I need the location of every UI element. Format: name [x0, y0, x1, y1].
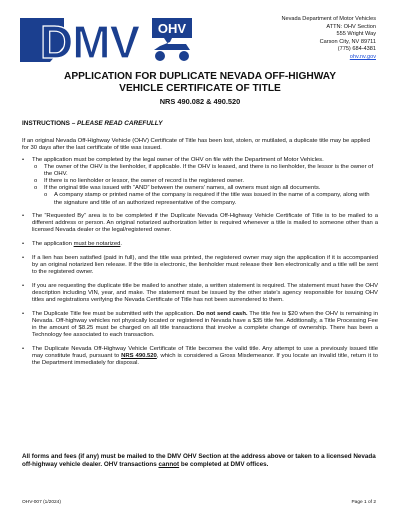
- statute-reference: NRS 490.082 & 490.520: [159, 97, 241, 106]
- bullet-text: , which is considered a Gross Misdemeanor. If you locate an invalid title, return it to the Department immediately for disposal.: [32, 352, 379, 366]
- bullet-text: The “Requested By” area is to be completed if the Duplicate Nevada Off-Highway Vehicle Certificate of Title is to be mailed to a different address or person. An original notarized authorization letter is required whenever a title is mailed to someone other than a licensed Nevada dealer or the legal/registered owner.: [32, 213, 378, 234]
- list-item: [22, 213, 378, 234]
- list-item: [22, 346, 378, 367]
- agency-street: 555 Wright Way: [336, 31, 376, 38]
- agency-name: Nevada Department of Motor Vehicles: [281, 16, 376, 22]
- list-item: [22, 241, 378, 248]
- page-number: Page 1 of 2: [351, 500, 376, 505]
- sub-sub-bullet-text: A company stamp or printed name of the company is required if the title was issued in the name of a company, along with the signature and title of an authorized representative of the company.: [54, 192, 370, 206]
- sub-list-item: o If there is no lienholder or lessor, the owner of record is the registered owner.: [34, 178, 245, 185]
- sub-bullet-text: If there is no lienholder or lessor, the owner of record is the registered owner.: [44, 178, 245, 185]
- list-item: [22, 255, 378, 276]
- sub-sub-list-item: o A company stamp or printed name of the company is required if the title was issued in the name of a company, along with the signature and title of an authorized representative of the company.: [44, 192, 370, 206]
- agency-attn: ATTN: OHV Section: [326, 23, 376, 30]
- form-number: OHV-007 (1/2024): [22, 500, 61, 505]
- intro-paragraph: If an original Nevada Off-Highway Vehicle (OHV) Certificate of Title has been lost, stolen, or mutilated, a duplicate title may be applied for 30 days after the last certificate of title was issued.: [22, 138, 370, 152]
- bullet-text: The application must be completed by the legal owner of the OHV on file with the Department of Motor Vehicles.: [32, 157, 324, 163]
- sub-bullet-text: The owner of the OHV is the lienholder, if applicable. If the OHV is leased, and there is no lienholder, the lessor is the owner of the OHV.: [44, 164, 374, 178]
- agency-phone: (775) 684-4381: [337, 46, 376, 53]
- cannot-emphasis: cannot: [158, 460, 180, 468]
- agency-city: Carson City, NV 89711: [319, 38, 376, 45]
- agency-address: [206, 16, 376, 62]
- ohv-badge-text: OHV: [157, 21, 187, 36]
- bullet-text: The application: [32, 241, 74, 248]
- instructions-label: INSTRUCTIONS –: [22, 120, 78, 127]
- mailing-notice: [22, 453, 378, 469]
- sub-list-item: o The owner of the OHV is the lienholder, if applicable. If the OHV is leased, and there is no lienholder, the lessor is the owner of the OHV.: [34, 164, 374, 178]
- notice-text: All forms and fees (if any) must be mailed to the DMV OHV Section at the address above or taken to a licensed Nevada off-highway vehicle dealer. OHV transactions: [22, 453, 376, 468]
- notarized-emphasis: must be notarized: [73, 241, 121, 248]
- notice-text: be completed at DMV offices.: [179, 460, 269, 468]
- instructions-heading: [22, 120, 163, 127]
- bullet-text: .: [120, 241, 123, 248]
- bullet-text: If you are requesting the duplicate title be mailed to another state, a written statement is required. The statement must have the OHV description including VIN, year, and make. The statement must be issued by the other state’s agency responsible for issuing OHV titles and registrations verifying the Nevada Certificate of Title has not been surrendered to them.: [32, 282, 378, 303]
- title-line-1: APPLICATION FOR DUPLICATE NEVADA OFF-HIGHWAY: [63, 71, 337, 82]
- logo-text: DMV: [40, 16, 140, 64]
- list-item: [22, 283, 378, 304]
- nrs-reference: NRS 490.520: [121, 352, 157, 359]
- sub-list-item: o If the original title was issued with “AND” between the owners’ names, all owners must sign all documents.: [34, 185, 321, 192]
- bullet-text: The title fee is $20 when the OHV is remaining in Nevada. Off-highway vehicles not physically located or registered in Nevada have a $35 title fee. Additionally, a Title Processing Fee in the amount of $8.25 must be charged on all title transactions that involve a complete change of ownership. There has been a Technology fee associated to each transaction.: [32, 310, 378, 338]
- instructions-emphasis: PLEASE READ CAREFULLY: [77, 120, 163, 127]
- bullet-text: The Duplicate Title fee must be submitted with the application.: [32, 310, 197, 317]
- list-item: [22, 157, 378, 164]
- list-item: [22, 311, 378, 339]
- dmv-logo: [20, 16, 198, 64]
- bullet-text: The Duplicate Nevada Off-Highway Vehicle Certificate of Title becomes the valid title. Any attempt to use a previously issued title may constitute fraud, pursuant to: [32, 345, 378, 359]
- title-line-2: VEHICLE CERTIFICATE OF TITLE: [119, 83, 281, 95]
- sub-bullet-text: If the original title was issued with “AND” between the owners’ names, all owners must sign all documents.: [44, 185, 321, 192]
- agency-website-link[interactable]: ohv.nv.gov: [349, 53, 376, 60]
- bullet-text: If a lien has been satisfied (paid in full), and the title was printed, the registered owner may sign the application if it is accompanied by an original notarized lien release. If the title is electronic, the lienholder must release their lien electronically and a title will be sent to the registered owner.: [32, 254, 378, 275]
- no-cash-emphasis: Do not send cash.: [196, 310, 248, 317]
- form-title: [0, 71, 400, 96]
- instructions-list: [22, 157, 378, 367]
